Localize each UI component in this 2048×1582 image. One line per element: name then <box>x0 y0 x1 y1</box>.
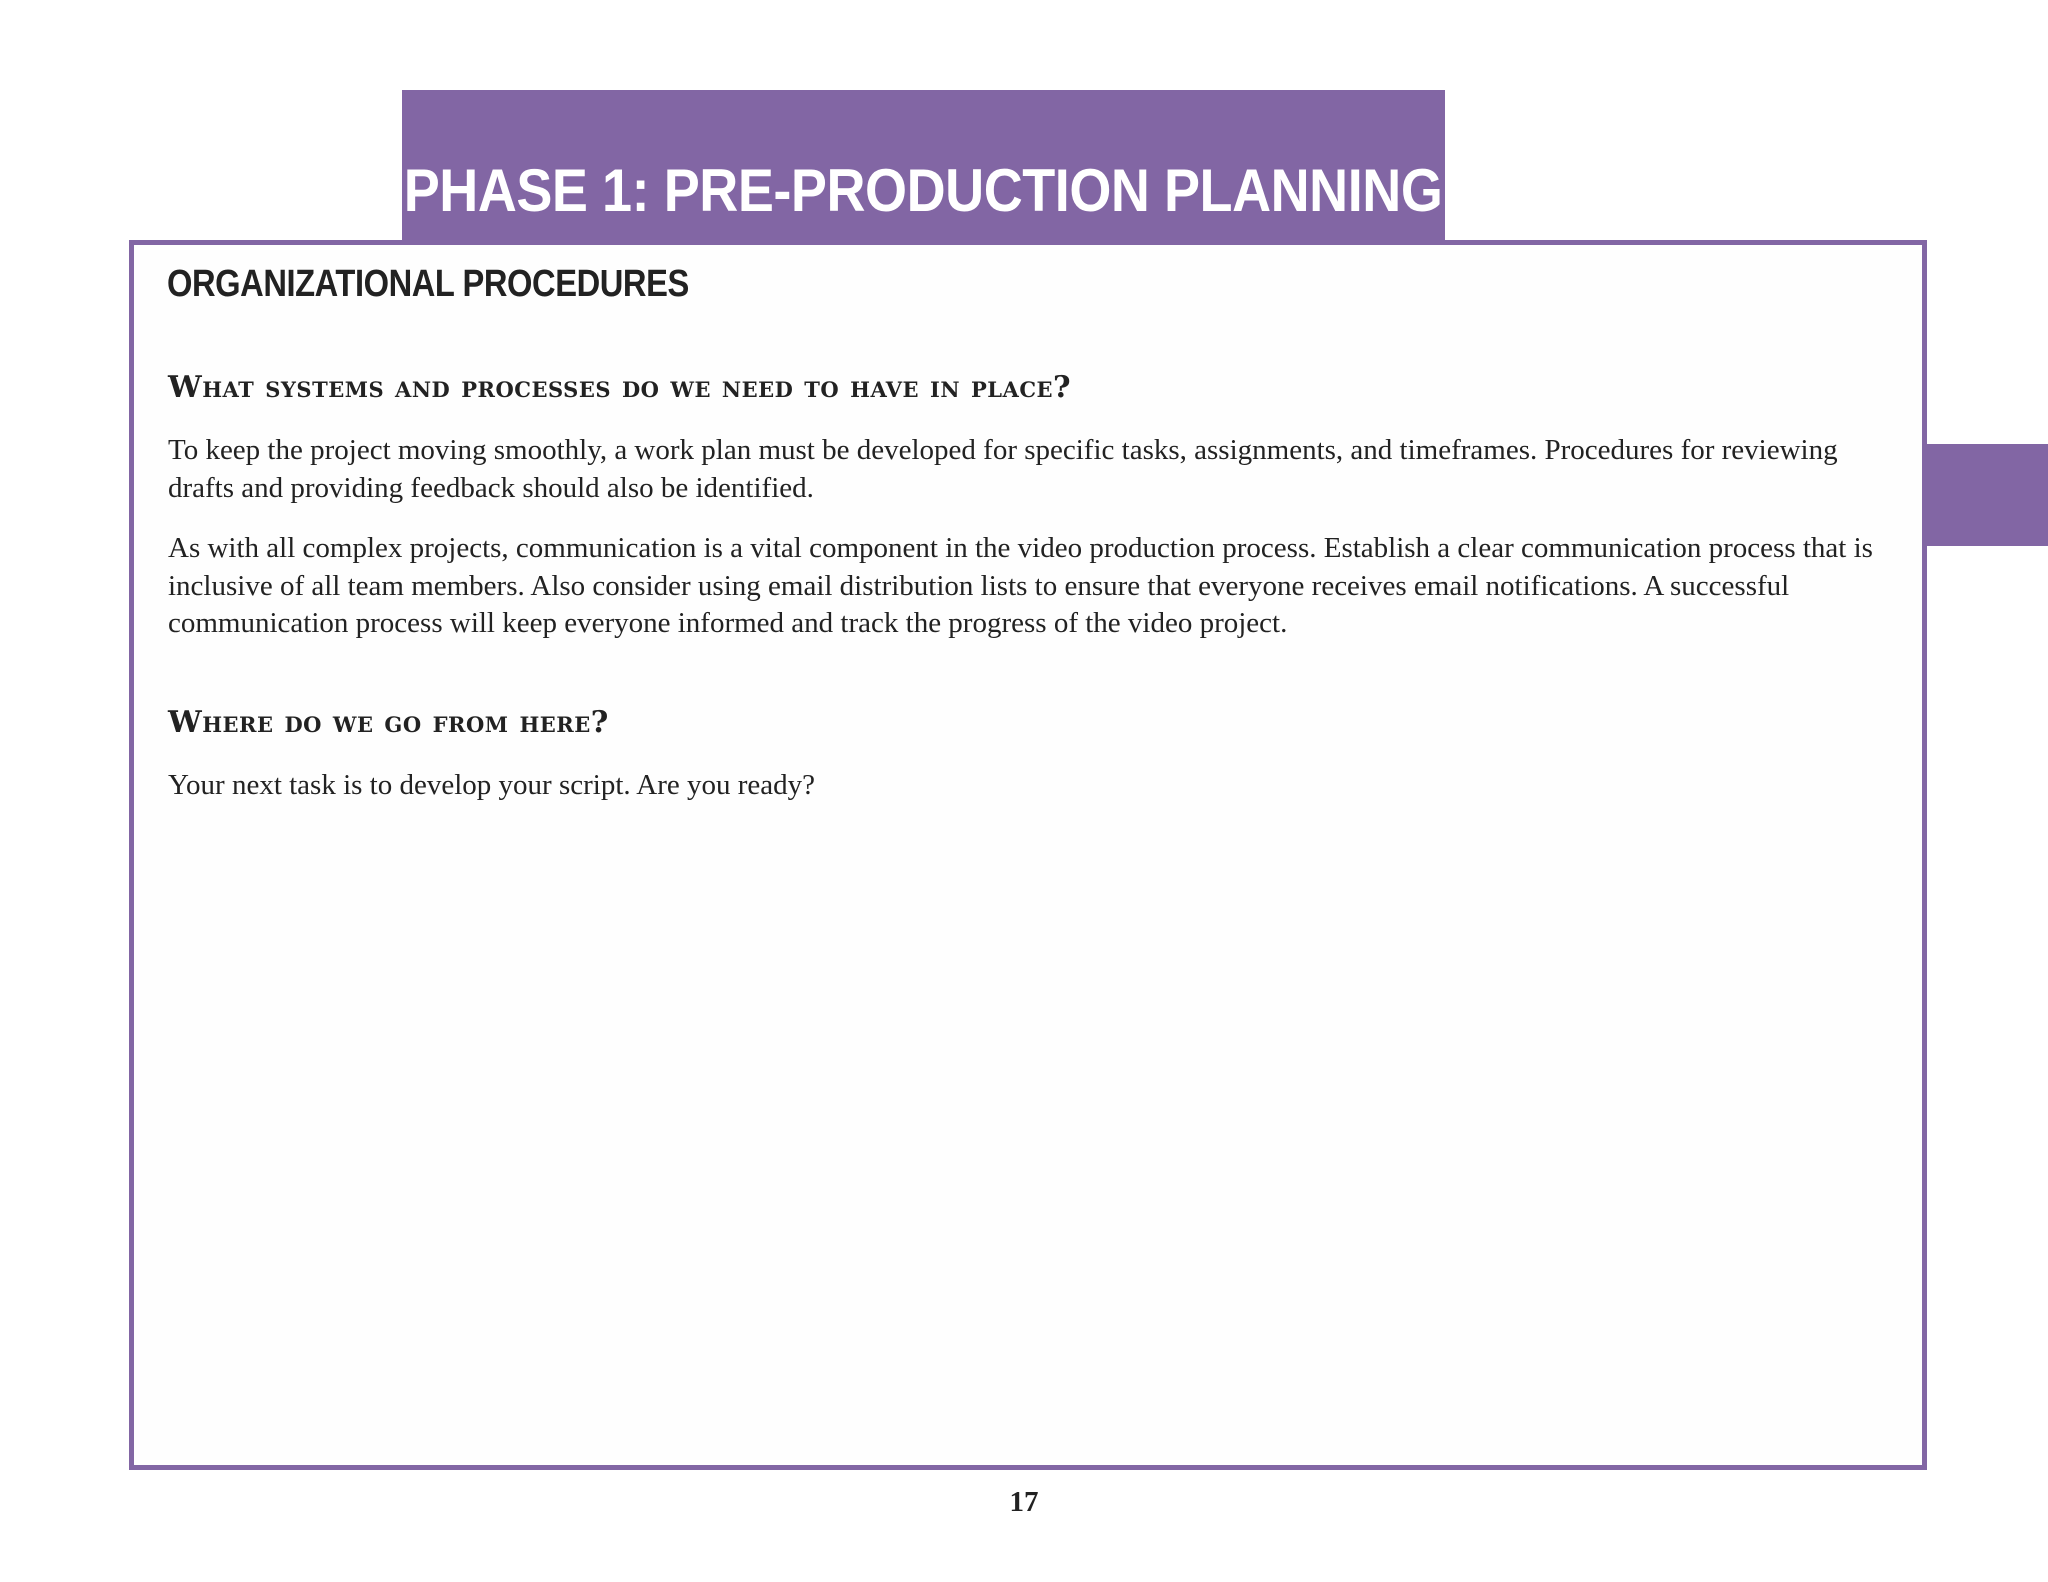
content-box <box>129 240 1927 1470</box>
phase-title: PHASE 1: PRE-PRODUCTION PLANNING <box>404 157 1443 224</box>
question-heading: What systems and processes do we need to have in place? <box>168 370 1072 405</box>
paragraph: As with all complex projects, communication is a vital component in the video production process. Establish a clear communication process that is inclusive of all team members. Also consider using email distribution lists to ensure that everyone receives email notifications. A successful communication process will keep everyone informed and track the progress of the video project. <box>168 532 1873 639</box>
side-tab-marker <box>1925 444 2048 546</box>
page-number: 17 <box>1009 1486 1039 1518</box>
question-heading: Where do we go from here? <box>168 705 609 740</box>
paragraph: Your next task is to develop your script. Are you ready? <box>168 769 816 801</box>
paragraph: To keep the project moving smoothly, a work plan must be developed for specific tasks, assignments, and timeframes. Procedures for reviewing drafts and providing feedback should also be identified. <box>168 434 1838 504</box>
phase-banner <box>402 90 1445 243</box>
section-title: ORGANIZATIONAL PROCEDURES <box>167 263 689 305</box>
